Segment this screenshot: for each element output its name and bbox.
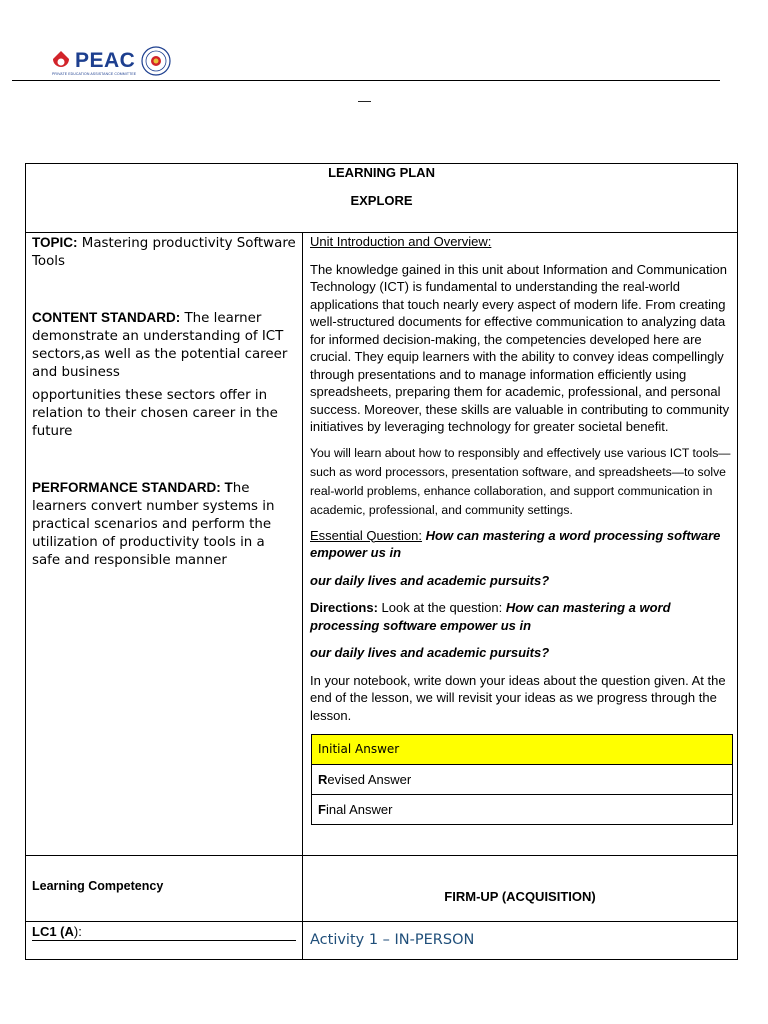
- firm-up-cell: [303, 856, 738, 922]
- performance-standard-text: he learners convert number systems in practical scenarios and perform the utilization of productivity tools in a safe and responsible manner: [32, 481, 275, 568]
- intro-paragraph: The knowledge gained in this unit about Information and Communication Technology (ICT) is fundamental to understanding the real-world applications that touch nearly every aspect of modern life. From creating well-structured documents for effective communication to analyzing data for informed decision-making, the competencies developed here are crucial. They equip learners with the ability to convey ideas compellingly through presentations and to manage information efficiently using spreadsheets, preparing them for academic, professional, and personal success. Moreover, these skills are valuable in contributing to community initiatives by leveraging technology for greater societal benefit.: [310, 261, 730, 434]
- standards-cell: [26, 233, 303, 856]
- initial-answer: Initial Answer: [312, 735, 733, 765]
- lc1-line: [32, 924, 296, 941]
- revised-answer: [312, 765, 733, 795]
- topic-text: Mastering productivity Software Tools: [32, 236, 296, 269]
- header-rule: [12, 80, 720, 81]
- final-initial-letter: F: [318, 801, 326, 817]
- plan-phase: EXPLORE: [350, 193, 413, 208]
- directions-question: How can mastering a word processing software empower us in: [310, 600, 671, 633]
- intro-heading: Unit Introduction and Overview:: [310, 234, 492, 249]
- content-standard-continued: opportunities these sectors offer in relation to their chosen career in the future: [32, 388, 278, 439]
- final-answer-text: inal Answer: [325, 801, 393, 817]
- overview-cell: [303, 233, 738, 856]
- learning-competency-label: Learning Competency: [32, 878, 164, 893]
- essential-question-label: Essential Question:: [310, 527, 423, 543]
- directions-question-continued: our daily lives and academic pursuits?: [310, 645, 550, 660]
- peac-emblem-icon: [50, 50, 72, 72]
- notebook-instructions: In your notebook, write down your ideas about the question given. At the end of the lesson, we will revisit your ideas as we progress through the lesson.: [310, 672, 726, 723]
- essential-question-text: How can mastering a word processing software empower us in: [310, 527, 721, 560]
- topic: [32, 234, 296, 271]
- lc1-label: LC1 (: [32, 924, 65, 939]
- final-answer: [312, 795, 733, 825]
- performance-standard: [32, 479, 296, 570]
- deped-seal-icon: [141, 46, 171, 76]
- directions-text: Look at the question:: [377, 600, 506, 615]
- directions: [310, 599, 731, 634]
- topic-label: TOPIC:: [32, 235, 78, 250]
- plan-title: LEARNING PLAN: [328, 165, 435, 180]
- learn-paragraph: You will learn about how to responsibly and effectively use various ICT tools—such as word processors, presentation software, and spreadsheets—to solve real-world problems, enhance collaboration, and support communication in academic, professional, and community settings.: [310, 445, 731, 517]
- revised-initial-letter: R: [318, 771, 328, 787]
- plan-header-cell: [26, 164, 738, 233]
- essential-question: [310, 527, 731, 562]
- logo-subtitle: PRIVATE EDUCATION ASSISTANCE COMMITTEE: [52, 72, 137, 76]
- lc1-end: ):: [73, 924, 82, 939]
- learning-competency-cell: [26, 856, 303, 922]
- lc1-letter: A: [64, 924, 74, 939]
- directions-label: Directions:: [310, 600, 378, 615]
- header-dash: —: [358, 93, 371, 108]
- activity-cell: [303, 922, 738, 960]
- peac-logo: [50, 46, 171, 76]
- logo-text: PEAC: [75, 49, 136, 72]
- content-standard-label: CONTENT STANDARD:: [32, 310, 181, 325]
- essential-question-continued: our daily lives and academic pursuits?: [310, 572, 550, 588]
- content-standard-text: The learner demonstrate an understanding of ICT sectors,as well as the potential career and business: [32, 311, 288, 380]
- firm-up-heading: FIRM-UP (ACQUISITION): [444, 889, 596, 904]
- activity-title: Activity 1 – IN-PERSON: [310, 932, 475, 948]
- learning-plan-table: [25, 163, 738, 960]
- revised-answer-text: evised Answer: [327, 771, 412, 787]
- performance-standard-label: PERFORMANCE STANDARD: T: [32, 480, 233, 495]
- lc1-cell: [26, 922, 303, 960]
- answers-table: [311, 734, 733, 825]
- content-standard: [32, 309, 296, 382]
